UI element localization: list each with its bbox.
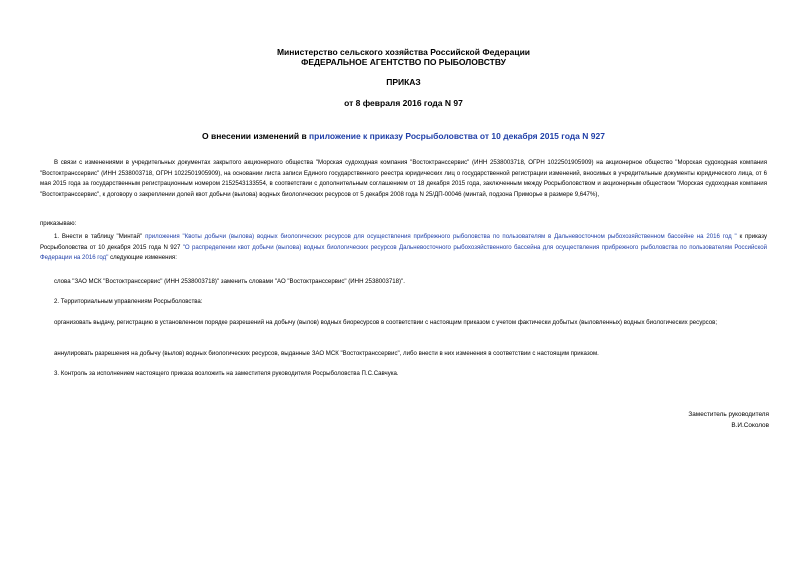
item1-prefix: 1. Внести в таблицу "Минтай" <box>54 233 146 240</box>
item-1 <box>40 232 767 264</box>
replace-text: слова "ЗАО МСК "Востоктранссервис" (ИНН 2538003718)" заменить словами "АО "Востоктранссервис" (ИНН 2538003718)". <box>54 278 405 285</box>
signature-position: Заместитель руководителя <box>688 411 769 418</box>
date-number: от 8 февраля 2016 года N 97 <box>344 98 463 108</box>
item-2b: аннулировать разрешения на добычу (вылов) водных биологических ресурсов, выданные ЗАО МСК "Востоктранссервис", либо внести в них изменения в соответствии с настоящим приказом. <box>54 350 599 357</box>
ministry-heading: Министерство сельского хозяйства Российской Федерации <box>276 47 531 57</box>
item-2a: организовать выдачу, регистрацию в установленном порядке разрешений на добычу (вылов) водных биоресурсов в соответствии с настоящим приказом с учетом фактически добытых (выловленных) водных биологических ресурсов; <box>54 319 718 326</box>
title-prefix: О внесении изменений в <box>202 131 310 141</box>
agency-heading: ФЕДЕРАЛЬНОЕ АГЕНТСТВО ПО РЫБОЛОВСТВУ <box>301 57 506 67</box>
signature-name: В.И.Соколов <box>731 422 769 429</box>
title-link[interactable]: приложение к приказу Росрыболовства от 10 декабря 2015 года N 927 <box>309 131 605 141</box>
item1-mid: к приказу Росрыболовства от 10 декабря 2015 года N 927 <box>40 233 767 251</box>
doc-title <box>0 131 807 141</box>
preamble: В связи с изменениями в учредительных документах закрытого акционерного общества "Морская судоходная компания "Востоктранссервис" (ИНН 2538003718, ОГРН 1022501905909) на акционерное общество "Морская судоходная компания "Востоктранссервис" (ИНН 2538003718, ОГРН 1022501905909), на основании листа записи Единого государственного реестра юридических лиц о государственной регистрации изменений, вносимых в учредительные документы юридического лица, от 6 мая 2015 года за государственным регистрационным номером 2152543133554, в соответствии с дополнительным соглашением от 18 декабря 2015 года, заключенным между Росрыболовством и акционерным обществом "Морская судоходная компания "Востоктранссервис", к договору о закреплении долей квот добычи (вылова) водных биологических ресурсов от 5 декабря 2008 года N 25/ДП-00046 (минтай, подзона Приморье в размере 9,647%), <box>40 159 767 198</box>
item-2: 2. Территориальным управлениям Росрыболовства: <box>54 298 203 305</box>
item1-suffix: следующие изменения: <box>108 254 177 261</box>
doc-type: ПРИКАЗ <box>386 77 421 87</box>
item1-link-order[interactable]: "О распределении квот добычи (вылова) водных биологических ресурсов Дальневосточного рыбохозяйственного бассейна для осуществления прибрежного рыболовства по пользователям Российской Федерации на 2016 год" <box>40 243 767 261</box>
order-word: приказываю: <box>40 220 77 227</box>
item1-link-appendix[interactable]: приложения "Квоты добычи (вылова) водных биологических ресурсов для осуществления прибрежного рыболовства по пользователям в Дальневосточном рыбохозяйственном бассейне на 2016 год " <box>145 233 737 240</box>
item-3: 3. Контроль за исполнением настоящего приказа возложить на заместителя руководителя Росрыболовства П.С.Савчука. <box>54 370 399 377</box>
